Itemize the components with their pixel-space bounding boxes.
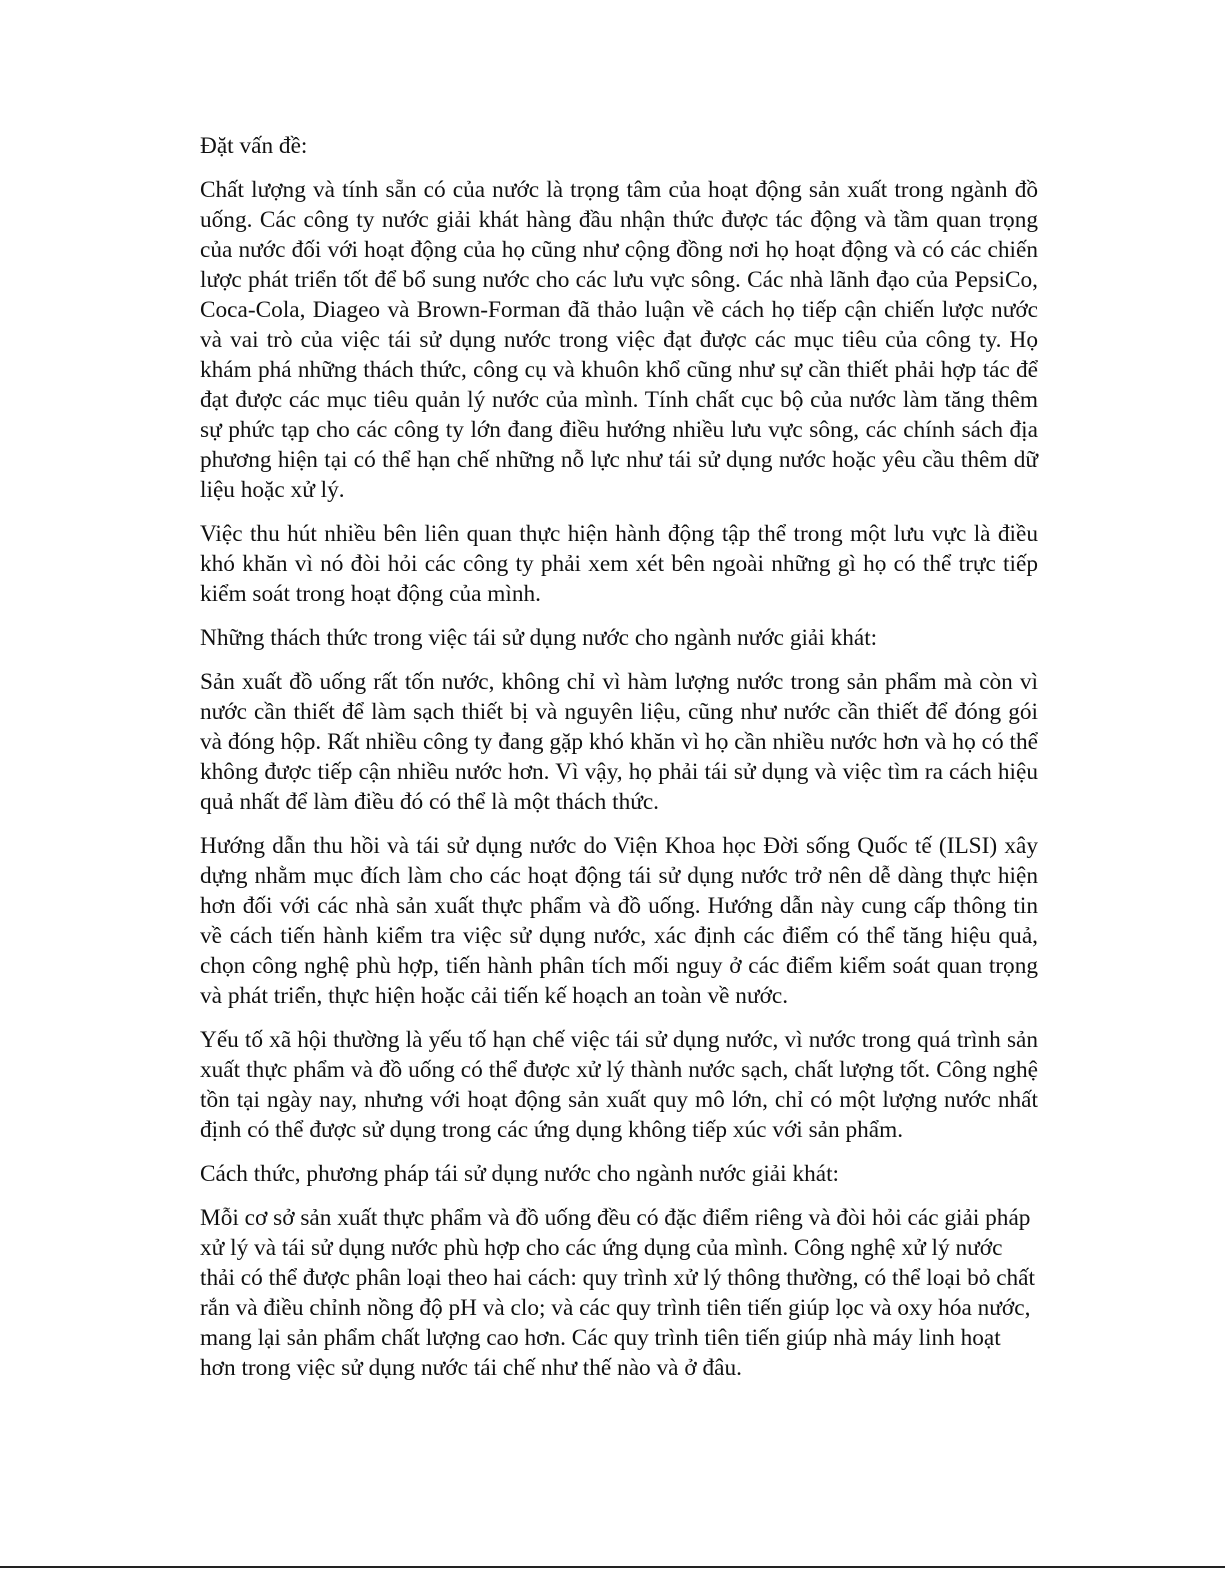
paragraph-water-quality: Chất lượng và tính sẵn có của nước là trọng tâm của hoạt động sản xuất trong ngành đồ uống. Các công ty nước giải khát hàng đầu nhận thức được tác động và tầm quan trọng của nước đối với hoạt động của họ cũng như cộng đồng nơi họ hoạt động và có các chiến lược phát triển tốt để bổ sung nước cho các lưu vực sông. Các nhà lãnh đạo của PepsiCo, Coca-Cola, Diageo và Brown-Forman đã thảo luận về cách họ tiếp cận chiến lược nước và vai trò của việc tái sử dụng nước trong việc đạt được các mục tiêu của công ty. Họ khám phá những thách thức, công cụ và khuôn khổ cũng như sự cần thiết phải hợp tác để đạt được các mục tiêu quản lý nước của mình. Tính chất cục bộ của nước làm tăng thêm sự phức tạp cho các công ty lớn đang điều hướng nhiều lưu vực sông, các chính sách địa phương hiện tại có thể hạn chế những nỗ lực như tái sử dụng nước hoặc yêu cầu thêm dữ liệu hoặc xử lý. (200, 177, 1038, 503)
document-body (200, 131, 1038, 1397)
paragraph-stakeholders: Việc thu hút nhiều bên liên quan thực hiện hành động tập thể trong một lưu vực là điều khó khăn vì nó đòi hỏi các công ty phải xem xét bên ngoài những gì họ có thể trực tiếp kiểm soát trong hoạt động của mình. (200, 521, 1038, 607)
section-heading-methods: Cách thức, phương pháp tái sử dụng nước cho ngành nước giải khát: (200, 1161, 840, 1187)
section-heading-problem-statement: Đặt vấn đề: (200, 133, 308, 159)
section-heading-challenges: Những thách thức trong việc tái sử dụng nước cho ngành nước giải khát: (200, 625, 878, 651)
paragraph-social-factors: Yếu tố xã hội thường là yếu tố hạn chế việc tái sử dụng nước, vì nước trong quá trình sản xuất thực phẩm và đồ uống có thể được xử lý thành nước sạch, chất lượng tốt. Công nghệ tồn tại ngày nay, nhưng với hoạt động sản xuất quy mô lớn, chỉ có một lượng nước nhất định có thể được sử dụng trong các ứng dụng không tiếp xúc với sản phẩm. (200, 1027, 1038, 1143)
paragraph-ilsi-guide: Hướng dẫn thu hồi và tái sử dụng nước do Viện Khoa học Đời sống Quốc tế (ILSI) xây dựng nhằm mục đích làm cho các hoạt động tái sử dụng nước trở nên dễ dàng thực hiện hơn đối với các nhà sản xuất thực phẩm và đồ uống. Hướng dẫn này cung cấp thông tin về cách tiến hành kiểm tra việc sử dụng nước, xác định các điểm có thể tăng hiệu quả, chọn công nghệ phù hợp, tiến hành phân tích mối nguy ở các điểm kiểm soát quan trọng và phát triển, thực hiện hoặc cải tiến kế hoạch an toàn về nước. (200, 833, 1038, 1009)
paragraph-beverage-production: Sản xuất đồ uống rất tốn nước, không chỉ vì hàm lượng nước trong sản phẩm mà còn vì nước cần thiết để làm sạch thiết bị và nguyên liệu, cũng như nước cần thiết để đóng gói và đóng hộp. Rất nhiều công ty đang gặp khó khăn vì họ cần nhiều nước hơn và họ có thể không được tiếp cận nhiều nước hơn. Vì vậy, họ phải tái sử dụng và việc tìm ra cách hiệu quả nhất để làm điều đó có thể là một thách thức. (200, 669, 1038, 815)
paragraph-treatment-technologies: Mỗi cơ sở sản xuất thực phẩm và đồ uống đều có đặc điểm riêng và đòi hỏi các giải pháp xử lý và tái sử dụng nước phù hợp cho các ứng dụng của mình. Công nghệ xử lý nước thải có thể được phân loại theo hai cách: quy trình xử lý thông thường, có thể loại bỏ chất rắn và điều chỉnh nồng độ pH và clo; và các quy trình tiên tiến giúp lọc và oxy hóa nước, mang lại sản phẩm chất lượng cao hơn. Các quy trình tiên tiến giúp nhà máy linh hoạt hơn trong việc sử dụng nước tái chế như thế nào và ở đâu. (200, 1205, 1035, 1381)
page-bottom-divider (0, 1566, 1225, 1568)
